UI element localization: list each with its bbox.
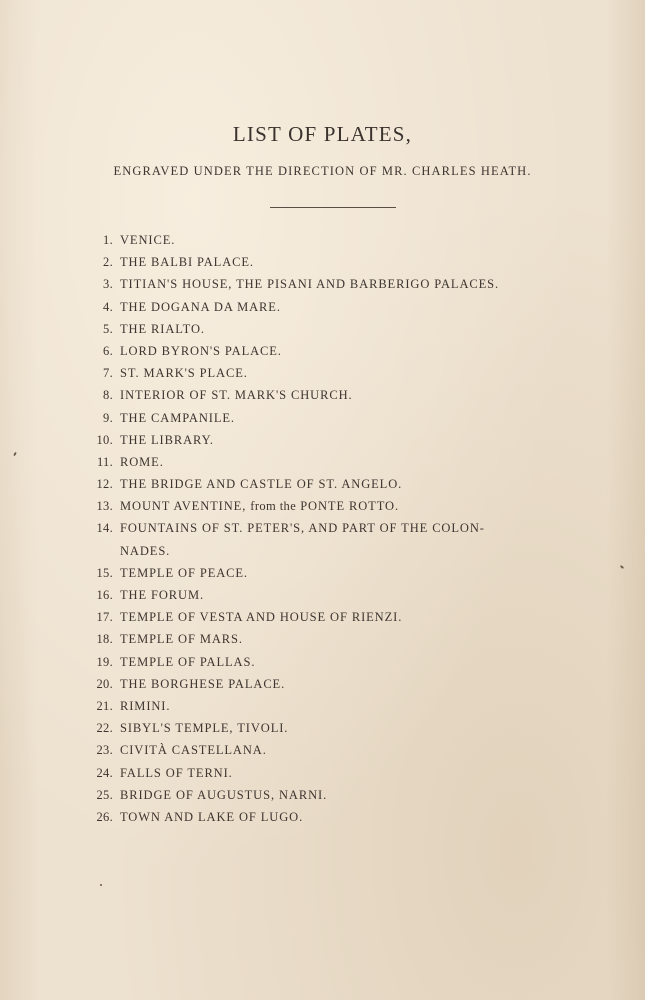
plate-item [0,809,645,831]
plate-number: 23. [96,743,113,758]
plate-number: 17. [96,610,113,625]
plate-title: THE BORGHESE PALACE. [120,676,286,691]
plate-title: THE LIBRARY. [120,432,214,447]
plate-title: TITIAN'S HOUSE, THE PISANI AND BARBERIGO PALACES. [120,277,500,292]
plate-title: TEMPLE OF PALLAS. [120,654,256,669]
plate-title: TEMPLE OF MARS. [120,632,243,647]
plate-item [0,299,645,321]
plate-item [0,476,645,498]
plate-number: 13. [96,499,113,514]
plate-title: CIVITÀ CASTELLANA. [120,743,267,758]
plate-item [0,765,645,787]
plate-number: 20. [96,676,113,691]
plate-item [0,609,645,631]
plates-list [0,232,645,831]
plate-title: RIMINI. [120,698,171,713]
plate-title: THE CAMPANILE. [120,410,235,425]
plate-title: TOWN AND LAKE OF LUGO. [120,809,304,824]
plate-number: 18. [96,632,113,647]
plate-number: 11. [96,454,113,469]
plate-number: 14. [96,521,113,536]
plate-item [0,343,645,365]
plate-title-part: MOUNT AVENTINE, [120,499,247,514]
plate-title: ST. MARK'S PLACE. [120,366,248,381]
plate-title: SIBYL'S TEMPLE, TIVOLI. [120,721,289,736]
plate-item [0,432,645,454]
plate-title [120,499,399,514]
plate-number: 15. [96,565,113,580]
plate-title-line: NADES. [120,543,171,558]
plate-number: 19. [96,654,113,669]
plate-title: TEMPLE OF PEACE. [120,565,248,580]
plate-item [0,232,645,254]
plate-number: 5. [103,321,113,336]
plate-number: 1. [103,233,113,247]
plate-item [0,387,645,409]
plate-item [0,365,645,387]
plate-title: TEMPLE OF VESTA AND HOUSE OF RIENZI. [120,610,403,625]
plate-item [0,321,645,343]
plate-title: THE RIALTO. [120,321,205,336]
plate-item [0,787,645,809]
plate-number: 25. [96,787,113,802]
plate-number: 21. [96,698,113,713]
plate-title: THE BRIDGE AND CASTLE OF ST. ANGELO. [120,477,403,492]
plate-title-part: PONTE ROTTO. [300,499,399,514]
plate-item [0,565,645,587]
plate-title: VENICE. [120,233,176,247]
plate-number: 22. [96,721,113,736]
page-subtitle: ENGRAVED UNDER THE DIRECTION OF MR. CHARLES HEATH. [113,164,532,178]
paper-speck [100,884,102,886]
plate-number: 4. [103,299,113,314]
plate-title: THE BALBI PALACE. [120,255,254,270]
plate-item [0,410,645,432]
plate-item [0,454,645,476]
plate-item [0,720,645,742]
plate-number: 24. [96,765,113,780]
plate-item [0,676,645,698]
plate-number: 26. [96,809,113,824]
plate-item [0,276,645,298]
plate-number: 2. [103,255,113,270]
plate-item [0,742,645,764]
plate-title [120,517,575,561]
plate-number: 12. [96,477,113,492]
plate-number: 8. [103,388,113,403]
plate-title: INTERIOR OF ST. MARK'S CHURCH. [120,388,353,403]
plate-title-connector: from the [250,499,297,514]
plate-number: 9. [103,410,113,425]
plate-number: 10. [96,432,113,447]
plate-title: FALLS OF TERNI. [120,765,233,780]
plate-title: BRIDGE OF AUGUSTUS, NARNI. [120,787,328,802]
plate-item [0,654,645,676]
plate-item [0,520,645,564]
plate-title: THE DOGANA DA MARE. [120,299,281,314]
divider-rule [270,207,396,208]
plate-item [0,698,645,720]
plate-title: ROME. [120,454,164,469]
plate-number: 16. [96,588,113,603]
plate-number: 7. [103,366,113,381]
plate-item [0,254,645,276]
plate-title: LORD BYRON'S PALACE. [120,343,282,358]
plate-number: 3. [103,277,113,292]
plate-number: 6. [103,343,113,358]
plate-item [0,587,645,609]
plate-title-line: FOUNTAINS OF ST. PETER'S, AND PART OF THE COLON- [120,521,485,536]
page-title: LIST OF PLATES, [232,122,413,146]
plate-title: THE FORUM. [120,588,205,603]
plate-item [0,631,645,653]
